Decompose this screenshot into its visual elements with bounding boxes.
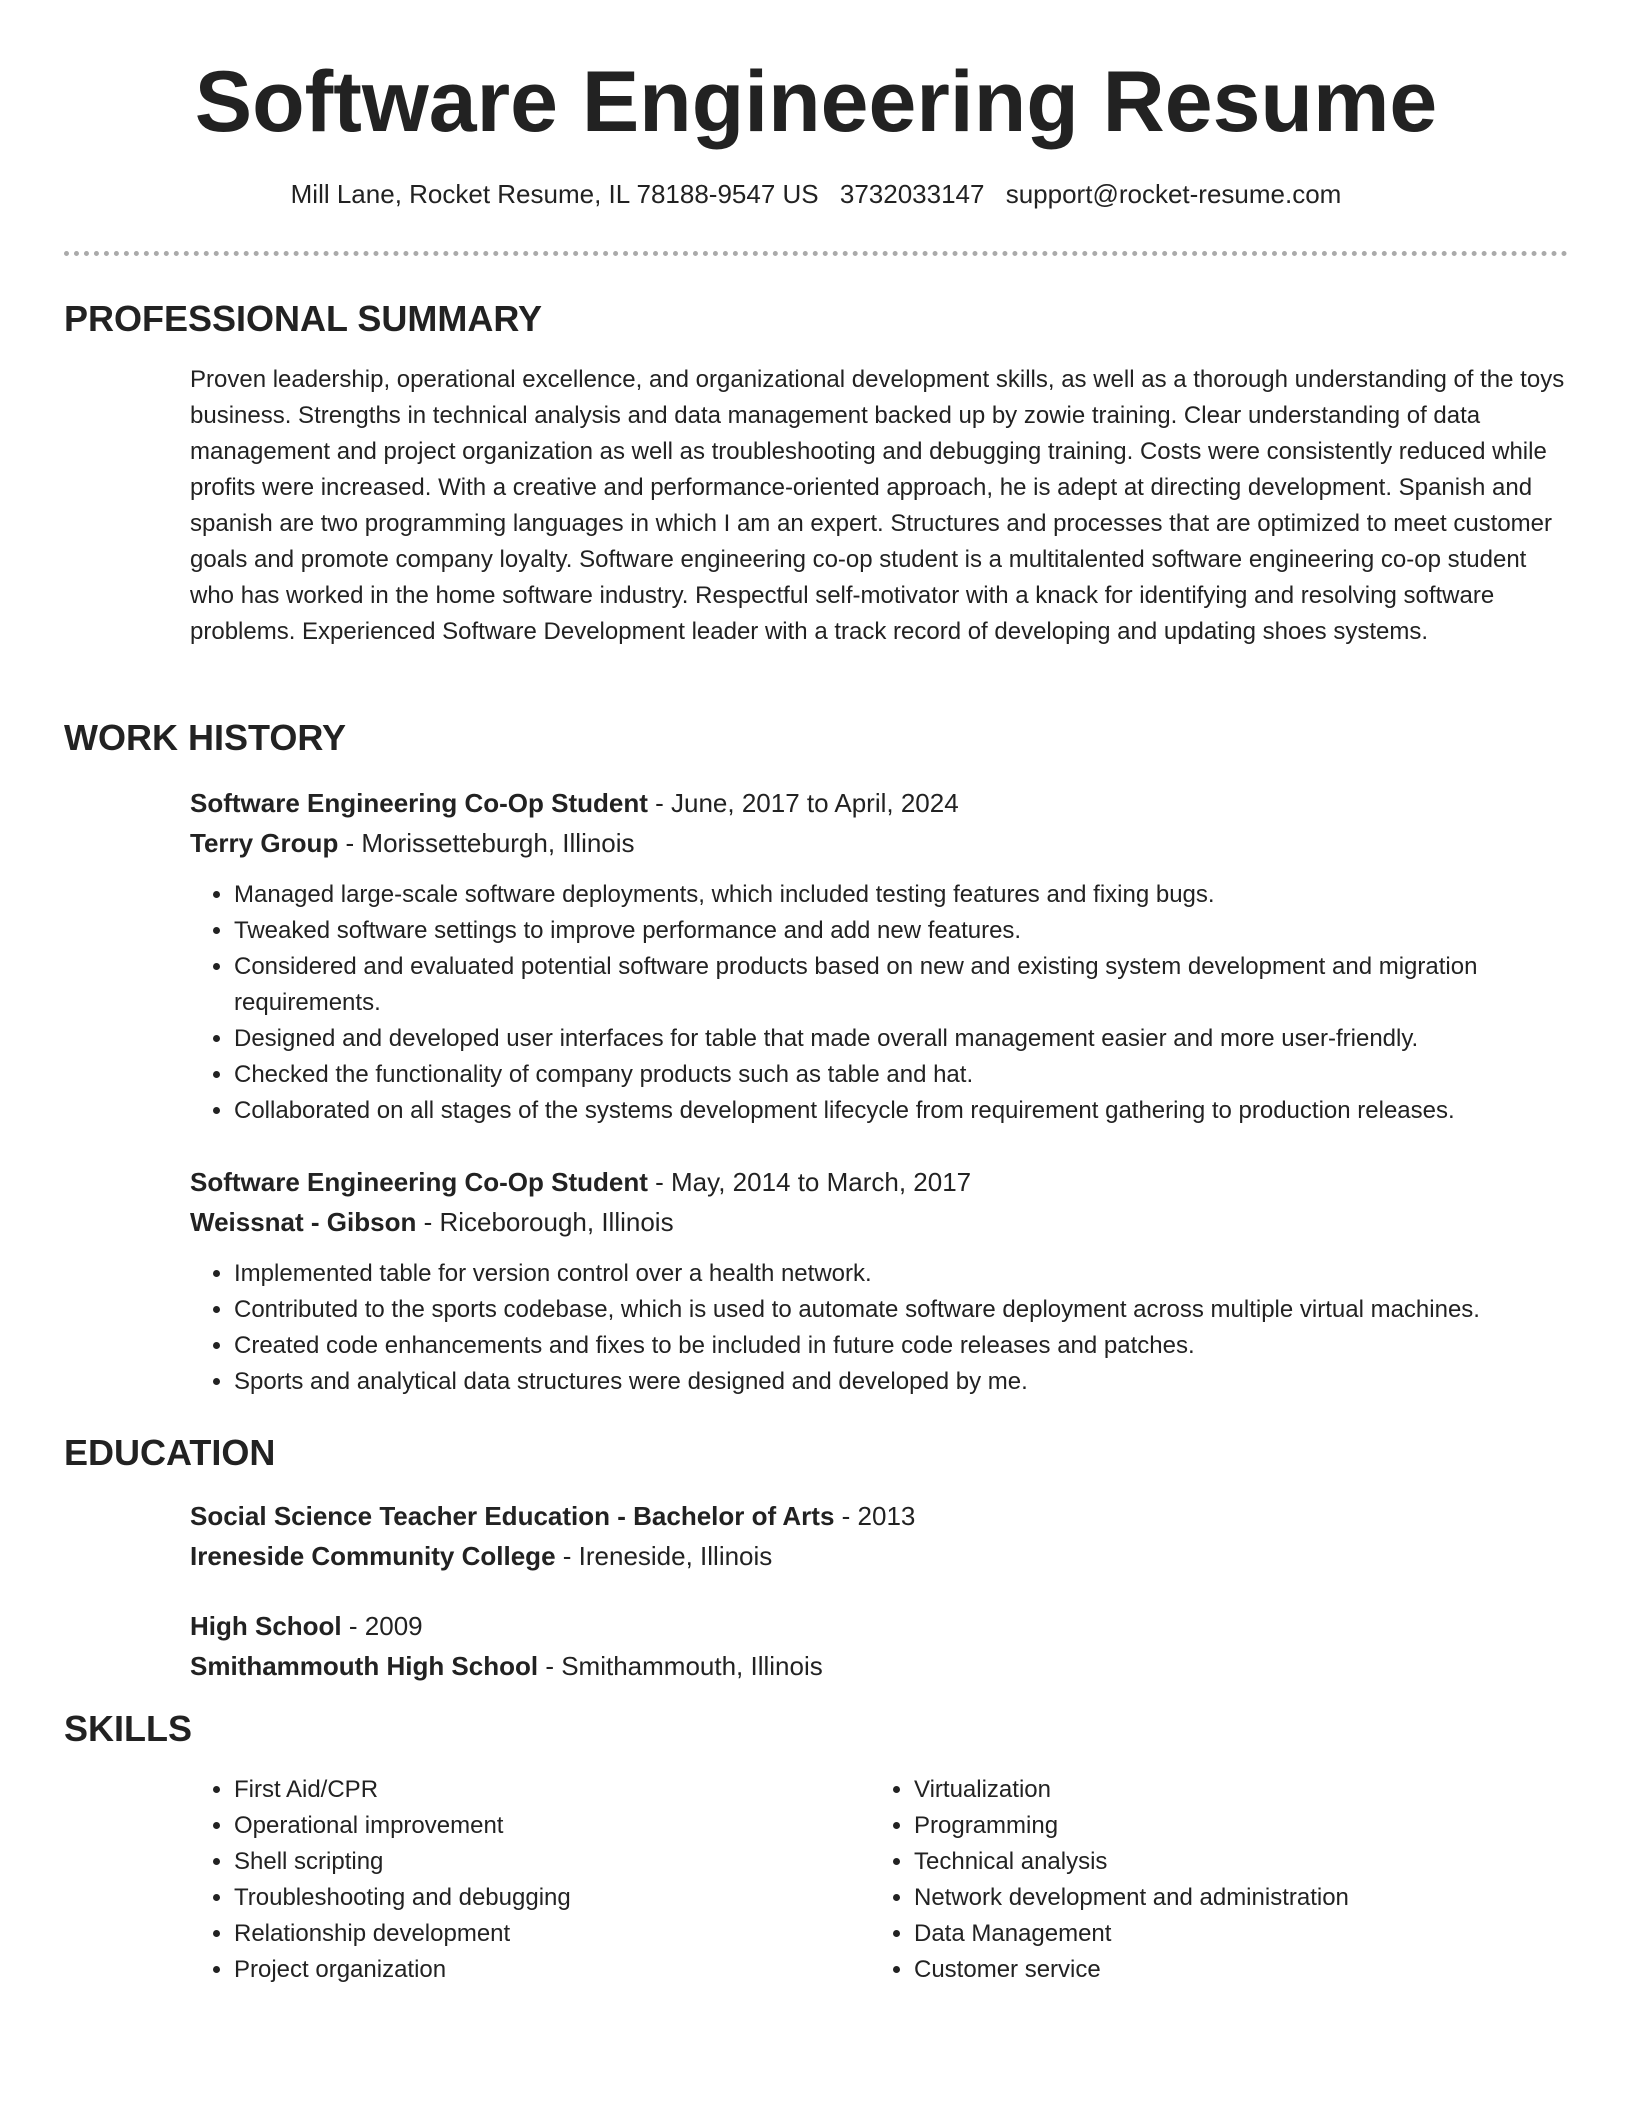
job-company-line [190, 823, 1568, 863]
skill-item: • Network development and administration [914, 1880, 1550, 1916]
list-item: • Tweaked software settings to improve performance and add new features. [234, 913, 1568, 949]
skill-item: • Customer service [914, 1952, 1550, 1988]
list-item: • Designed and developed user interfaces for table that made overall management easier and more user-friendly. [234, 1021, 1568, 1057]
education-heading: EDUCATION [64, 1432, 276, 1473]
skills-list-right [870, 1772, 1550, 1988]
skill-item: • Troubleshooting and debugging [234, 1880, 870, 1916]
job-role: Software Engineering Co-Op Student [190, 1167, 648, 1197]
resume-header [64, 52, 1568, 210]
list-item: • Created code enhancements and fixes to be included in future code releases and patches. [234, 1328, 1568, 1364]
skill-item: • Relationship development [234, 1916, 870, 1952]
job-bullets [190, 1256, 1568, 1400]
education-entry-1 [190, 1496, 1568, 1576]
list-item: • Managed large-scale software deployments, which included testing features and fixing bugs. [234, 877, 1568, 913]
list-item: • Checked the functionality of company products such as table and hat. [234, 1057, 1568, 1093]
job-title-line [190, 1162, 1568, 1202]
job-title-line [190, 783, 1568, 823]
education-school-line [190, 1536, 1568, 1576]
job-dates: - May, 2014 to March, 2017 [647, 1167, 972, 1197]
job-entry-2 [190, 1162, 1568, 1400]
skills-section [190, 1772, 1568, 1988]
job-company: Weissnat - Gibson [190, 1207, 417, 1237]
list-item: • Implemented table for version control over a health network. [234, 1256, 1568, 1292]
education-school: Ireneside Community College [190, 1541, 556, 1571]
education-degree-line [190, 1606, 1568, 1646]
job-location: - Morissetteburgh, Illinois [338, 828, 635, 858]
job-dates: - June, 2017 to April, 2024 [647, 788, 959, 818]
job-role: Software Engineering Co-Op Student [190, 788, 648, 818]
skill-item: • Data Management [914, 1916, 1550, 1952]
job-company: Terry Group [190, 828, 339, 858]
education-school: Smithammouth High School [190, 1651, 539, 1681]
skills-list-left [190, 1772, 870, 1988]
education-location: - Smithammouth, Illinois [538, 1651, 823, 1681]
contact-line [64, 178, 1568, 210]
skills-grid [190, 1772, 1568, 1988]
resume-title: Software Engineering Resume [194, 54, 1438, 150]
skill-item: • Shell scripting [234, 1844, 870, 1880]
skill-item: • Project organization [234, 1952, 870, 1988]
education-school-line [190, 1646, 1568, 1686]
job-bullets [190, 877, 1568, 1129]
job-entry-1 [190, 783, 1568, 1129]
skill-item: • First Aid/CPR [234, 1772, 870, 1808]
summary-heading: PROFESSIONAL SUMMARY [64, 298, 543, 339]
skills-heading: SKILLS [64, 1708, 193, 1749]
summary-text: Proven leadership, operational excellence, and organizational development skills, as well as a thorough understanding of the toys business. Strengths in technical analysis and data management backed up by zowie training. Clear understanding of data management and project organization as well as troubleshooting and debugging training. Costs were consistently reduced while profits were increased. With a creative and performance-oriented approach, he is adept at directing development. Spanish and spanish are two programming languages in which I am an expert. Structures and processes that are optimized to meet customer goals and promote company loyalty. Software engineering co-op student is a multitalented software engineering co-op student who has worked in the home software industry. Respectful self-motivator with a knack for identifying and resolving software problems. Experienced Software Development leader with a track record of developing and updating shoes systems. [190, 366, 1565, 645]
header-divider [64, 251, 1568, 256]
list-item: • Collaborated on all stages of the systems development lifecycle from requirement gathering to production releases. [234, 1093, 1568, 1129]
skills-column-right [870, 1772, 1550, 1988]
education-degree: Social Science Teacher Education - Bachelor of Arts [190, 1501, 835, 1531]
contact-email: support@rocket-resume.com [1005, 179, 1342, 209]
work-history-heading: WORK HISTORY [64, 717, 347, 758]
skills-column-left [190, 1772, 870, 1988]
skill-item: • Virtualization [914, 1772, 1550, 1808]
education-degree: High School [190, 1611, 342, 1641]
skill-item: • Programming [914, 1808, 1550, 1844]
contact-address: Mill Lane, Rocket Resume, IL 78188-9547 US [290, 179, 819, 209]
list-item: • Contributed to the sports codebase, which is used to automate software deployment across multiple virtual machines. [234, 1292, 1568, 1328]
education-year: - 2009 [341, 1611, 423, 1641]
list-item: • Considered and evaluated potential software products based on new and existing system development and migration requirements. [234, 949, 1568, 1021]
job-location: - Riceborough, Illinois [416, 1207, 674, 1237]
skill-item: • Technical analysis [914, 1844, 1550, 1880]
job-company-line [190, 1202, 1568, 1242]
list-item: • Sports and analytical data structures were designed and developed by me. [234, 1364, 1568, 1400]
education-degree-line [190, 1496, 1568, 1536]
education-entry-2 [190, 1606, 1568, 1686]
summary-section [190, 362, 1568, 650]
contact-phone: 3732033147 [839, 179, 985, 209]
skill-item: • Operational improvement [234, 1808, 870, 1844]
education-year: - 2013 [834, 1501, 916, 1531]
education-location: - Ireneside, Illinois [555, 1541, 773, 1571]
